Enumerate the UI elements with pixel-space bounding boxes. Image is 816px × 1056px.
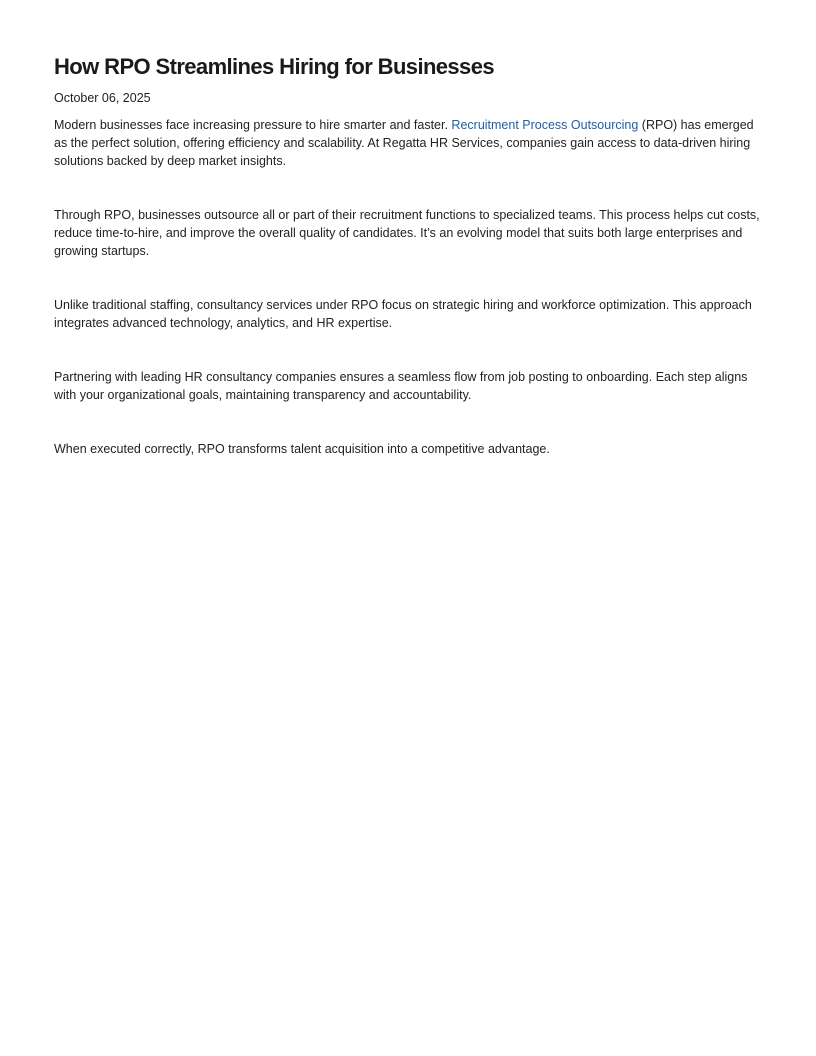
paragraph-conclusion: When executed correctly, RPO transforms talent acquisition into a competitive advantage. <box>54 442 550 456</box>
paragraph-partnering: Partnering with leading HR consultancy companies ensures a seamless flow from job posting to onboarding. Each step aligns with your organizational goals, maintaining transparency and accountability. <box>54 370 748 402</box>
paragraph-intro <box>54 116 766 170</box>
paragraph-intro-before: Modern businesses face increasing pressure to hire smarter and faster. <box>54 118 452 132</box>
rpo-link[interactable]: Recruitment Process Outsourcing <box>451 118 639 132</box>
article-title: How RPO Streamlines Hiring for Businesses <box>54 54 494 79</box>
article-date: October 06, 2025 <box>54 91 151 105</box>
paragraph-intro-after: (RPO) has emerged as the perfect solution, offering efficiency and scalability. At Regatta HR Services, companies gain access to data-driven hiring solutions backed by deep market insights. <box>54 118 754 168</box>
paragraph-consultancy: Unlike traditional staffing, consultancy services under RPO focus on strategic hiring and workforce optimization. This approach integrates advanced technology, analytics, and HR expertise. <box>54 298 752 330</box>
paragraph-rpo-overview: Through RPO, businesses outsource all or part of their recruitment functions to specialized teams. This process helps cut costs, reduce time-to-hire, and improve the overall quality of candidates. It’s an evolving model that suits both large enterprises and growing startups. <box>54 208 760 258</box>
article <box>54 52 766 458</box>
